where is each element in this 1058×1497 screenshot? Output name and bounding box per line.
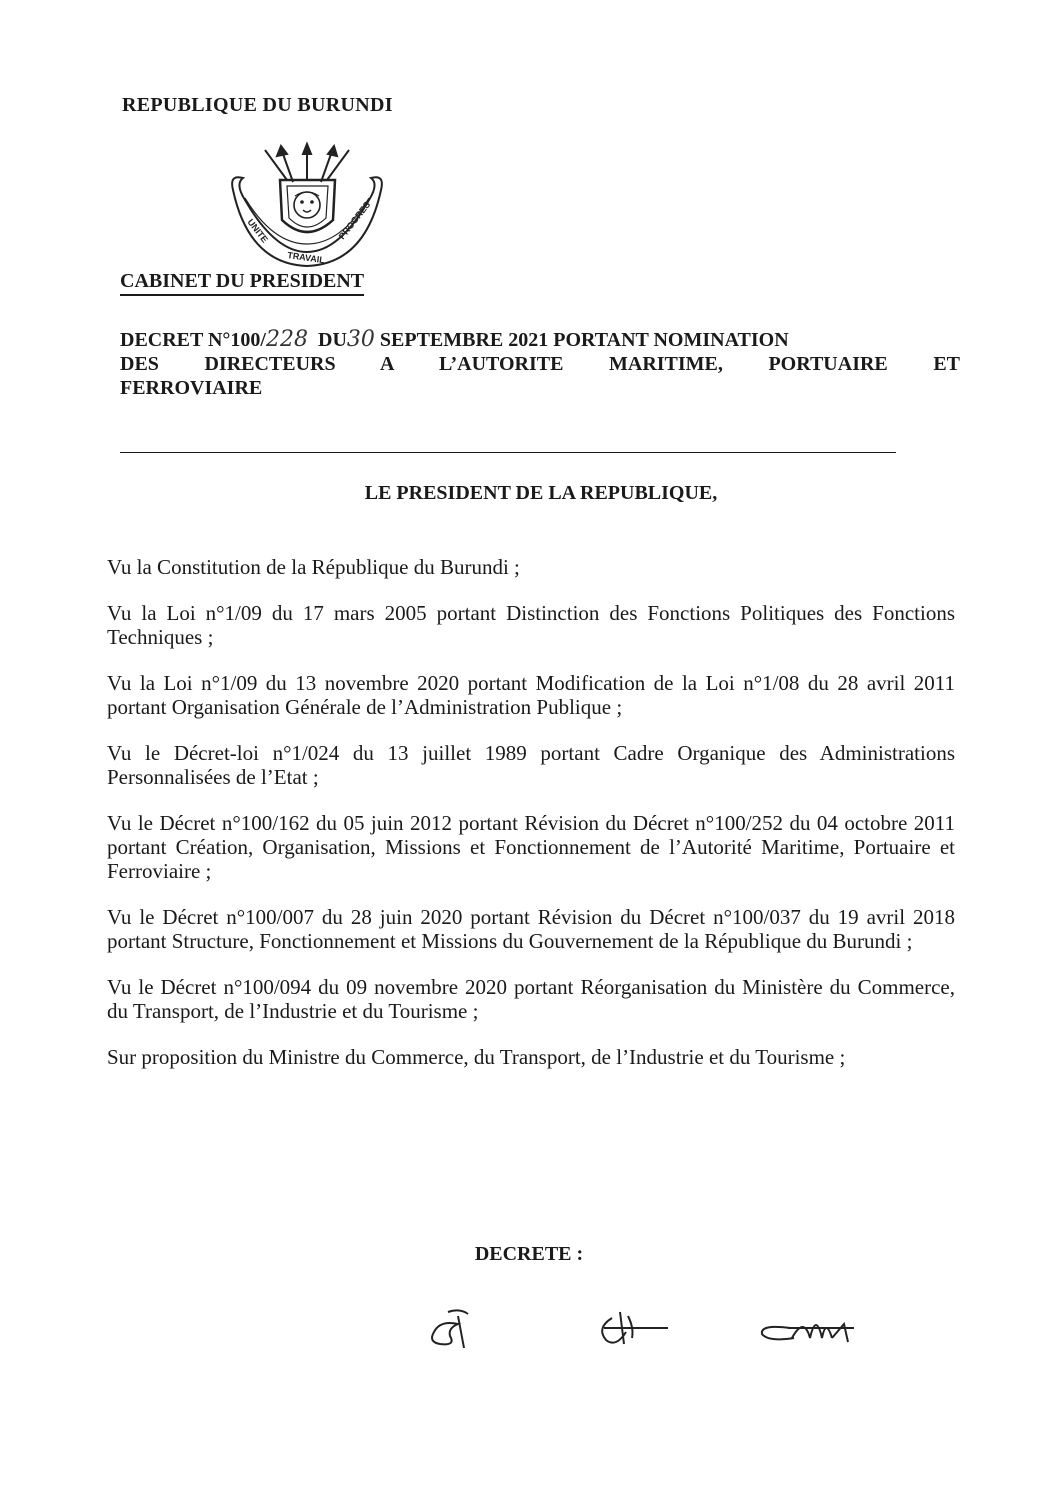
decree-title-line-2: DES DIRECTEURS A L’AUTORITE MARITIME, PORTUAIRE ET [120, 353, 960, 375]
svg-text:PROGRES: PROGRES [336, 199, 373, 242]
initial-signature-2 [602, 1312, 668, 1344]
decree-title-line-3: FERROVIAIRE [120, 377, 263, 399]
republic-heading: REPUBLIQUE DU BURUNDI [122, 94, 393, 116]
consideration-paragraph: Vu la Loi n°1/09 du 13 novembre 2020 portant Modification de la Loi n°1/08 du 28 avril 2011 portant Organisation Générale de l’Administration Publique ; [107, 671, 955, 719]
decree-prefix: DECRET N°100/ [120, 329, 266, 351]
initial-signature-1 [432, 1310, 468, 1348]
consideration-paragraph: Vu le Décret n°100/162 du 05 juin 2012 portant Révision du Décret n°100/252 du 04 octobre 2011 portant Création, Organisation, Missions et Fonctionnement de l’Autorité Maritime, Portuaire et Ferroviaire ; [107, 811, 955, 883]
svg-text:UNITE: UNITE [245, 217, 270, 245]
cabinet-heading: CABINET DU PRESIDENT [120, 270, 364, 296]
initial-signatures [420, 1298, 890, 1358]
initial-signature-3 [762, 1324, 854, 1342]
decree-title-line-1 [120, 328, 960, 352]
title-divider [120, 452, 896, 453]
consideration-paragraph: Vu le Décret n°100/007 du 28 juin 2020 portant Révision du Décret n°100/037 du 19 avril 2018 portant Structure, Fonctionnement et Missions du Gouvernement de la République du Burundi ; [107, 905, 955, 953]
svg-text:TRAVAIL: TRAVAIL [286, 250, 326, 266]
decree-number-handwritten: 228 [266, 327, 308, 352]
consideration-paragraph: Vu le Décret n°100/094 du 09 novembre 2020 portant Réorganisation du Ministère du Commerce, du Transport, de l’Industrie et du Tourisme ; [107, 975, 955, 1023]
consideration-paragraph: Vu la Constitution de la République du Burundi ; [107, 555, 520, 579]
consideration-paragraph: Vu le Décret-loi n°1/024 du 13 juillet 1989 portant Cadre Organique des Administrations Personnalisées de l’Etat ; [107, 741, 955, 789]
decree-du: DU [318, 329, 347, 351]
decree-title-rest: SEPTEMBRE 2021 PORTANT NOMINATION [379, 329, 789, 351]
president-heading: LE PRESIDENT DE LA REPUBLIQUE, [364, 482, 718, 504]
decrete-heading: DECRETE : [474, 1243, 584, 1265]
decree-day-handwritten: 30 [346, 327, 375, 352]
coat-of-arms-emblem [225, 140, 390, 270]
consideration-paragraph: Sur proposition du Ministre du Commerce, du Transport, de l’Industrie et du Tourisme ; [107, 1045, 846, 1069]
considerations-list [107, 555, 955, 1091]
consideration-paragraph: Vu la Loi n°1/09 du 17 mars 2005 portant Distinction des Fonctions Politiques des Fonctions Techniques ; [107, 601, 955, 649]
decree-title [120, 328, 960, 400]
